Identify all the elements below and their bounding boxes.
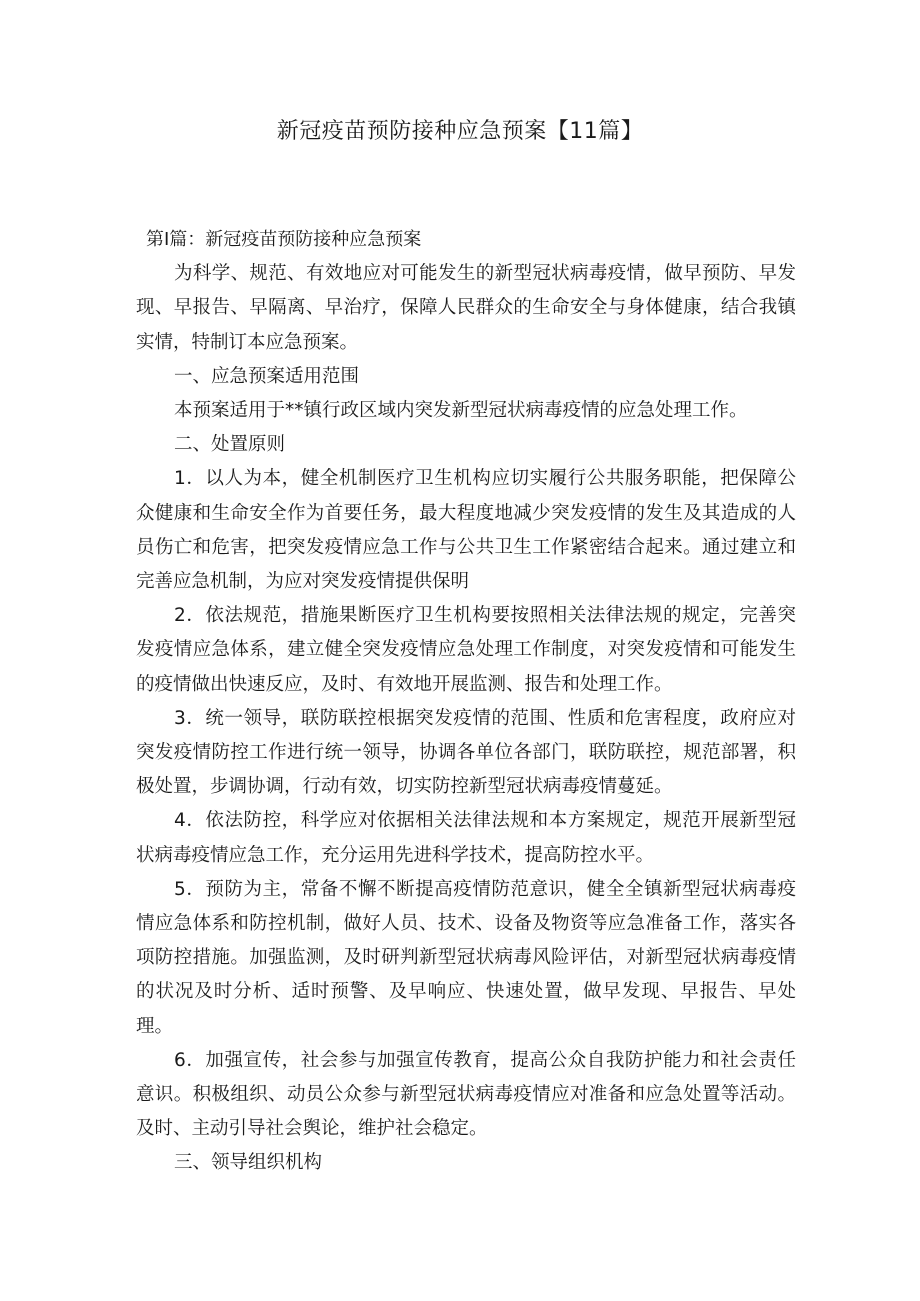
principle-item-4: 4．依法防控，科学应对依据相关法律法规和本方案规定，规范开展新型冠状病毒疫情应急工作，充分运用先进科学技术，提高防控水平。 (136, 810, 796, 866)
heading-principles: 二、处置原则 (174, 434, 286, 456)
heading-organization: 三、领导组织机构 (174, 1152, 323, 1174)
scope-paragraph: 本预案适用于**镇行政区域内突发新型冠状病毒疫情的应急处理工作。 (174, 400, 748, 422)
principle-item-2: 2．依法规范，措施果断医疗卫生机构要按照相关法律法规的规定，完善突发疫情应急体系，建立健全突发疫情应急处理工作制度，对突发疫情和可能发生的疫情做出快速反应，及时、有效地开展监测、报告和处理工作。 (136, 605, 796, 695)
document-title: 新冠疫苗预防接种应急预案【11篇】 (276, 119, 644, 144)
section-heading: 第I篇：新冠疫苗预防接种应急预案 (146, 229, 422, 250)
document-body (136, 223, 796, 1181)
principle-item-1: 1．以人为本，健全机制医疗卫生机构应切实履行公共服务职能，把保障公众健康和生命安全作为首要任务，最大程度地减少突发疫情的发生及其造成的人员伤亡和危害，把突发疫情应急工作与公共卫生工作紧密结合起来。通过建立和完善应急机制，为应对突发疫情提供保明 (136, 468, 796, 593)
principle-item-5: 5．预防为主，常备不懈不断提高疫情防范意识，健全全镇新型冠状病毒疫情应急体系和防控机制，做好人员、技术、设备及物资等应急准备工作，落实各项防控措施。加强监测，及时研判新型冠状病毒风险评估，对新型冠状病毒疫情的状况及时分析、适时预警、及早响应、快速处置，做早发现、早报告、早处理。 (136, 878, 796, 1037)
principle-item-3: 3．统一领导，联防联控根据突发疫情的范围、性质和危害程度，政府应对突发疫情防控工作进行统一领导，协调各单位各部门，联防联控，规范部署，积极处置，步调协调，行动有效，切实防控新型冠状病毒疫情蔓延。 (136, 707, 796, 798)
intro-paragraph: 为科学、规范、有效地应对可能发生的新型冠状病毒疫情，做早预防、早发现、早报告、早隔离、早治疗，保障人民群众的生命安全与身体健康，结合我镇实情，特制订本应急预案。 (136, 263, 796, 353)
heading-scope: 一、应急预案适用范围 (174, 365, 360, 387)
principle-item-6: 6．加强宣传，社会参与加强宣传教育，提高公众自我防护能力和社会责任意识。积极组织、动员公众参与新型冠状病毒疫情应对准备和应急处置等活动。及时、主动引导社会舆论，维护社会稳定。 (136, 1049, 796, 1140)
